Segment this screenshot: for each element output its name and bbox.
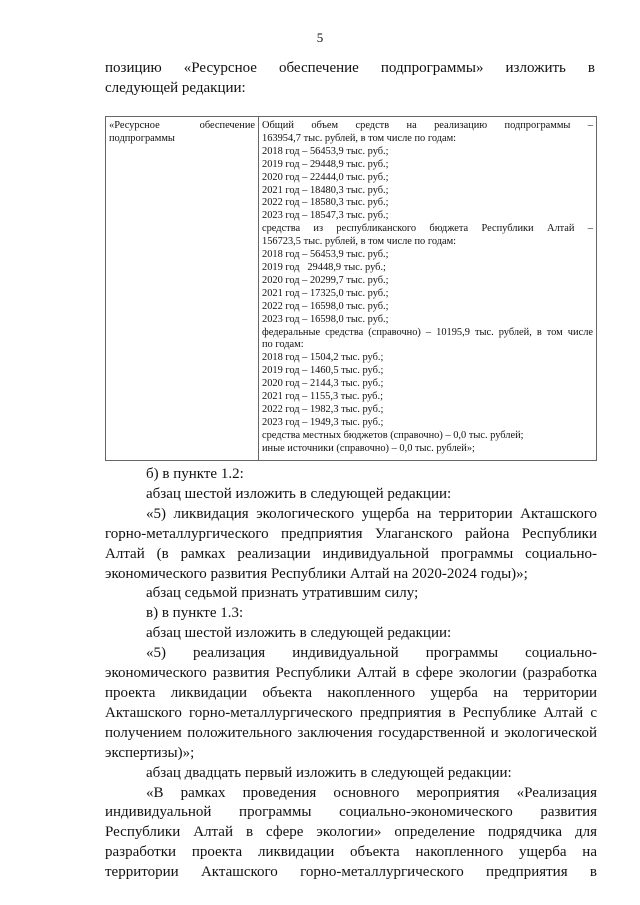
total-year-line: 2023 год – 18547,3 тыс. руб.; [262, 210, 389, 222]
page-number: 5 [316, 30, 324, 45]
total-year-line: 2018 год – 56453,9 тыс. руб.; [262, 145, 389, 157]
table-cell-content [259, 117, 597, 461]
federal-year-line: 2020 год – 2144,3 тыс. руб.; [262, 378, 384, 390]
other-sources-line: иные источники (справочно) – 0,0 тыс. рублей»; [262, 442, 475, 454]
intro-line-2: следующей редакции: [105, 80, 246, 96]
republic-year-line: 2019 год 29448,9 тыс. руб.; [262, 261, 386, 273]
republic-year-line: 2018 год – 56453,9 тыс. руб.; [262, 249, 389, 261]
republic-year-line: 2023 год – 16598,0 тыс. руб.; [262, 313, 389, 325]
paragraph: «5) ликвидация экологического ущерба на территории Акташского горно-металлургического предприятия Улаганского района Республики Алтай (в рамках реализации индивидуальной программы социально-экономического развития Республики Алтай на 2020-2024 годы)»; [105, 505, 597, 582]
paragraph: абзац шестой изложить в следующей редакции: [146, 485, 452, 502]
federal-line-2: по годам: [262, 339, 304, 351]
paragraph: абзац седьмой признать утратившим силу; [146, 585, 419, 602]
federal-line-1: федеральные средства (справочно) – 10195,9 тыс. рублей, в том числе [262, 326, 593, 338]
local-budget-line: средства местных бюджетов (справочно) – 0,0 тыс. рублей; [262, 429, 524, 441]
republic-line-1: средства из республиканского бюджета Республики Алтай – [262, 223, 593, 235]
total-line-2: 163954,7 тыс. рублей, в том числе по годам: [262, 132, 457, 144]
intro-line-1: позицию «Ресурсное обеспечение подпрограммы» изложить в [105, 60, 595, 76]
total-year-line: 2022 год – 18580,3 тыс. руб.; [262, 197, 389, 209]
federal-year-line: 2018 год – 1504,2 тыс. руб.; [262, 352, 384, 364]
republic-year-line: 2021 год – 17325,0 тыс. руб.; [262, 287, 389, 299]
paragraph: «5) реализация индивидуальной программы социально-экономического развития Республики Алтай в сфере экологии (разработка проекта ликвидации объекта накопленного ущерба на территории Акташского горно-металлургического предприятия в Республике Алтай с получением положительного заключения государственной и экологической экспертизы)»; [105, 645, 597, 761]
federal-year-line: 2021 год – 1155,3 тыс. руб.; [262, 391, 383, 403]
republic-year-line: 2020 год – 20299,7 тыс. руб.; [262, 274, 389, 286]
label-line-1: «Ресурсное обеспечение [109, 120, 255, 131]
republic-line-2: 156723,5 тыс. рублей, в том числе по годам: [262, 236, 457, 248]
table-cell-label [106, 117, 259, 461]
federal-year-line: 2022 год – 1982,3 тыс. руб.; [262, 403, 384, 415]
table-row [106, 117, 597, 461]
paragraph: абзац шестой изложить в следующей редакции: [146, 625, 452, 642]
federal-year-line: 2019 год – 1460,5 тыс. руб.; [262, 365, 384, 377]
republic-year-line: 2022 год – 16598,0 тыс. руб.; [262, 300, 389, 312]
paragraph: в) в пункте 1.3: [146, 605, 244, 622]
paragraph: абзац двадцать первый изложить в следующей редакции: [146, 764, 512, 781]
paragraph: «В рамках проведения основного мероприятия «Реализация индивидуальной программы социально-экономического развития Республики Алтай в сфере экологии» определение подрядчика для разработки проекта ликвидации объекта накопленного ущерба на территории Акташского горно-металлургического предприятия в [105, 784, 597, 881]
total-year-line: 2019 год – 29448,9 тыс. руб.; [262, 158, 389, 170]
resource-table [105, 116, 597, 461]
paragraph: б) в пункте 1.2: [146, 466, 244, 482]
total-year-line: 2020 год – 22444,0 тыс. руб.; [262, 171, 389, 183]
label-line-2: подпрограммы [109, 132, 175, 144]
total-line-1: Общий объем средств на реализацию подпрограммы – [262, 120, 593, 131]
federal-year-line: 2023 год – 1949,3 тыс. руб.; [262, 416, 384, 428]
body-text [105, 465, 597, 883]
total-year-line: 2021 год – 18480,3 тыс. руб.; [262, 184, 389, 196]
